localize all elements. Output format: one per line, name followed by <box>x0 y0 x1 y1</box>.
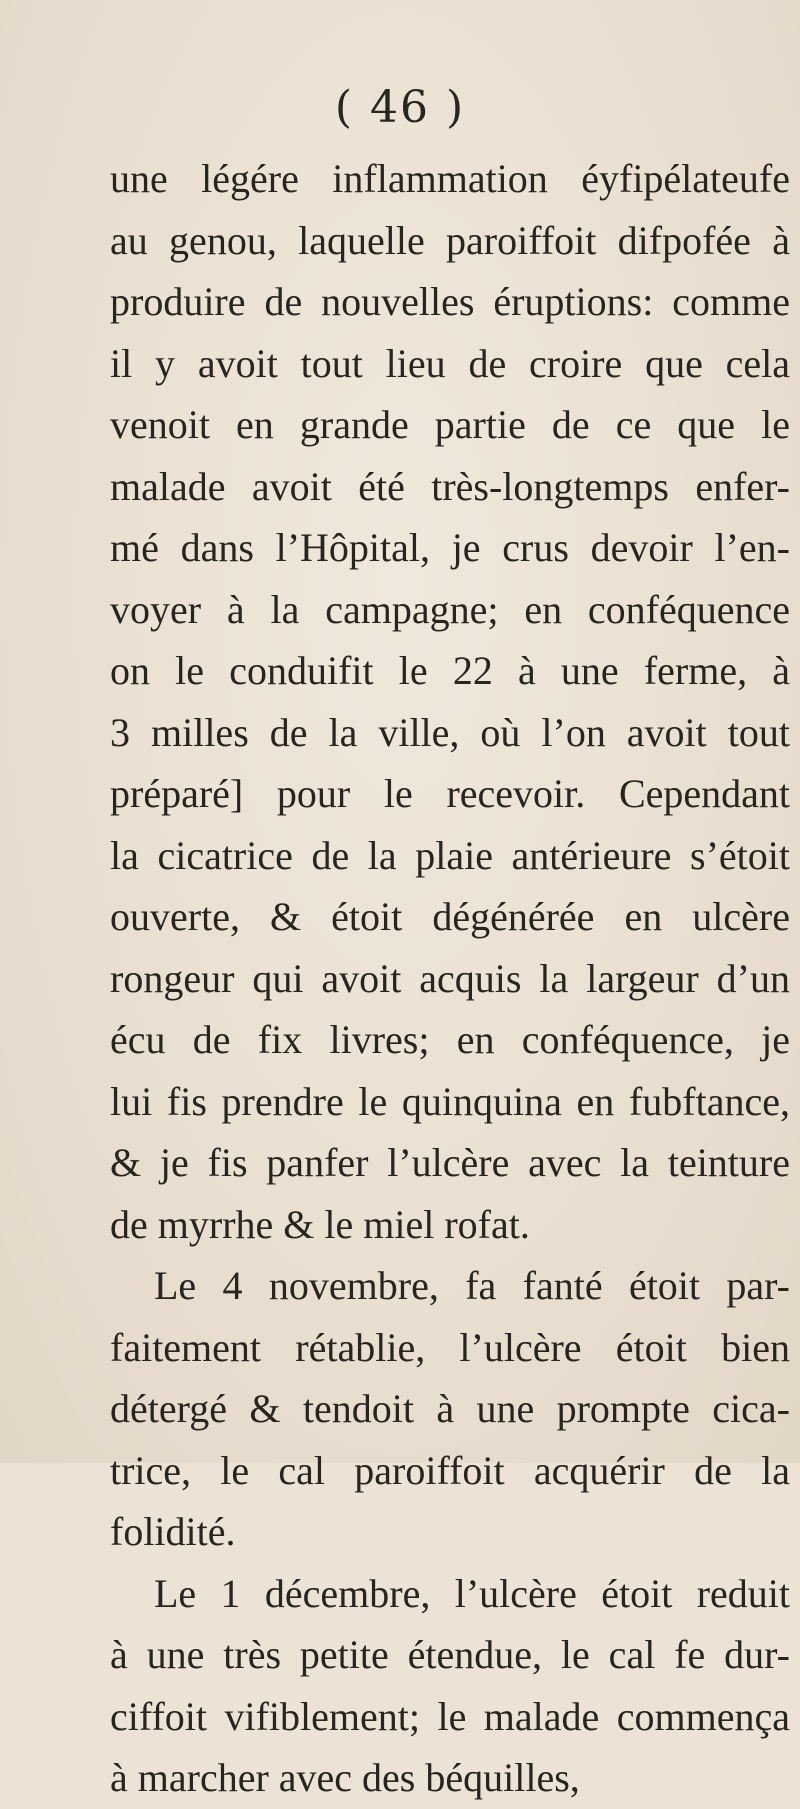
text-line: au genou, laquelle paroiffoit difpofée à <box>110 217 790 263</box>
text-line: de myrrhe & le miel rofat. <box>110 1201 530 1247</box>
text-line: faitement rétablie, l’ulcère étoit bien <box>110 1324 790 1370</box>
text-line: à marcher avec des béquilles, <box>110 1755 580 1800</box>
text-line: venoit en grande partie de ce que le <box>110 402 790 447</box>
text-line: malade avoit été très-longtemps enfer- <box>110 463 790 509</box>
text-line: lui fis prendre le quinquina en fubftance, <box>110 1078 790 1124</box>
text-line: préparé] pour le recevoir. Cependant <box>110 771 790 816</box>
text-line: Le 4 novembre, fa fanté étoit par- <box>154 1263 790 1308</box>
text-line: voyer à la campagne; en conféquence <box>110 586 790 632</box>
text-line: 3 milles de la ville, où l’on avoit tout <box>110 709 790 755</box>
text-line: la cicatrice de la plaie antérieure s’étoit <box>110 832 790 878</box>
text-line: écu de fix livres; en conféquence, je <box>110 1017 790 1062</box>
text-line: ciffoit vifiblement; le malade commença <box>110 1693 790 1739</box>
text-line: à une très petite étendue, le cal fe dur- <box>110 1632 790 1677</box>
page-number: ( 46 ) <box>334 82 466 133</box>
text-line: & je fis panfer l’ulcère avec la teinture <box>110 1140 790 1185</box>
text-line: trice, le cal paroiffoit acquérir de la <box>110 1447 790 1493</box>
text-line: ouverte, & étoit dégénérée en ulcère <box>110 894 790 939</box>
text-line: Le 1 décembre, l’ulcère étoit reduit <box>154 1570 790 1616</box>
body-text <box>110 148 800 1809</box>
text-line: folidité. <box>110 1509 236 1554</box>
text-line: rongeur qui avoit acquis la largeur d’un <box>110 955 790 1001</box>
text-line: il y avoit tout lieu de croire que cela <box>110 340 790 386</box>
text-line: une légére inflammation éyfipélateufe <box>110 156 790 201</box>
text-line: mé dans l’Hôpital, je crus devoir l’en- <box>110 525 790 570</box>
text-line: on le conduifit le 22 à une ferme, à <box>110 648 790 693</box>
text-line: produire de nouvelles éruptions: comme <box>110 279 790 324</box>
text-line: détergé & tendoit à une prompte cica- <box>110 1386 790 1431</box>
